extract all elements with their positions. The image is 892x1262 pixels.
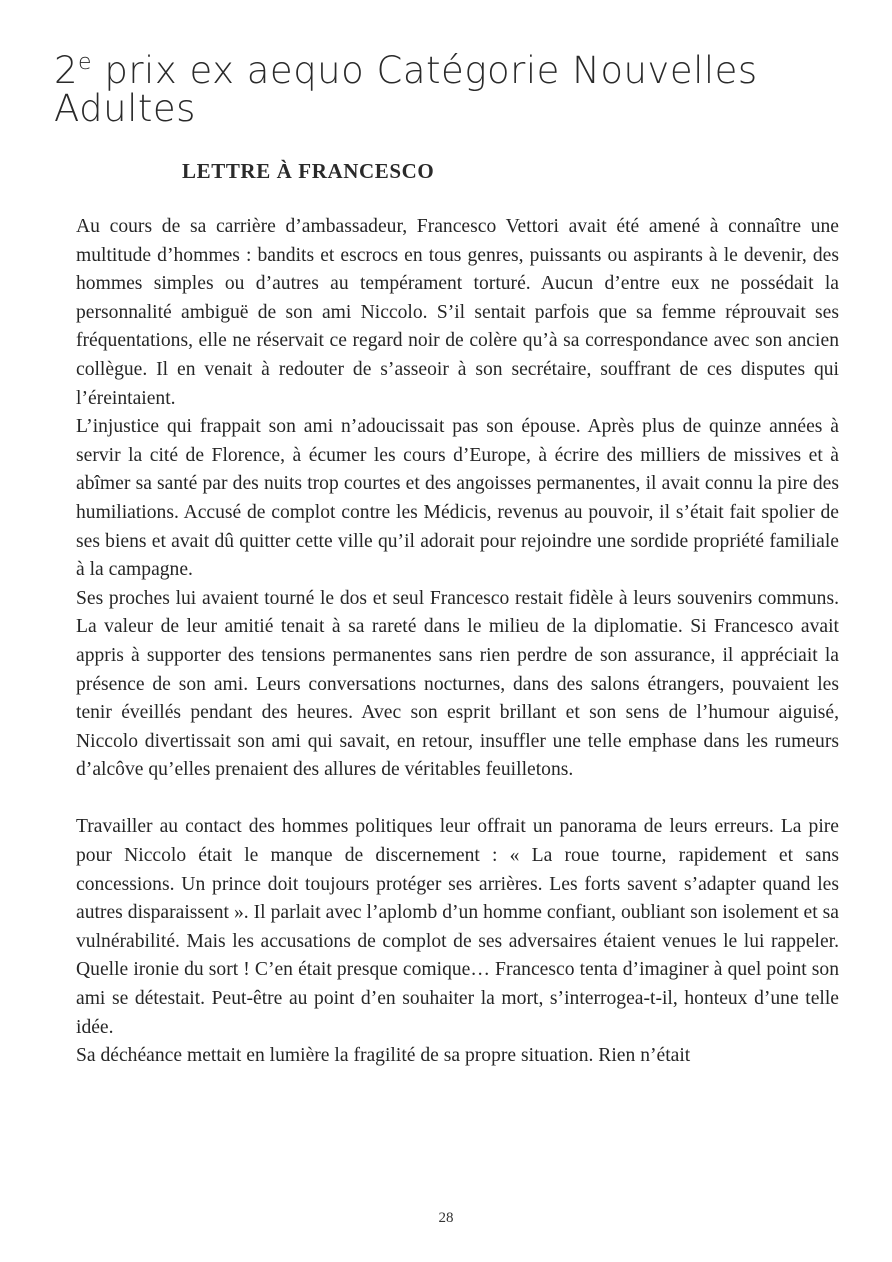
prize-number: 2 (54, 49, 79, 92)
story-body (76, 213, 839, 1071)
paragraph-spacer (76, 785, 839, 814)
prize-category: prix ex aequo Catégorie Nouvelles Adultes (54, 49, 758, 130)
paragraph-4: Travailler au contact des hommes politiques leur offrait un panorama de leurs erreurs. La pire pour Niccolo était le manque de discernement : « La roue tourne, rapidement et sans concessions. Un prince doit toujours protéger ses arrières. Les forts savent s’adapter quand les autres disparaissent ». Il parlait avec l’aplomb d’un homme confiant, oubliant son isolement et sa vulnérabilité. Mais les accusations de complot de ses adversaires étaient venues le lui rappeler. Quelle ironie du sort ! C’en était presque comique… Francesco tenta d’imaginer à quel point son ami se détestait. Peut-être au point d’en souhaiter la mort, s’interrogea-t-il, honteux d’une telle idée. (76, 816, 839, 1038)
paragraph-2: L’injustice qui frappait son ami n’adoucissait pas son épouse. Après plus de quinze années à servir la cité de Florence, à écumer les cours d’Europe, à écrire des milliers de missives et à abîmer sa santé par des nuits trop courtes et des angoisses permanentes, il avait connu la pire des humiliations. Accusé de complot contre les Médicis, revenus au pouvoir, il s’était fait spolier de ses biens et avait dû quitter cette ville qu’il adorait pour rejoindre une sordide propriété familiale à la campagne. (76, 416, 839, 581)
page-number: 28 (438, 1210, 454, 1226)
section-header (54, 49, 854, 130)
paragraph-3: Ses proches lui avaient tourné le dos et seul Francesco restait fidèle à leurs souvenirs communs. La valeur de leur amitié tenait à sa rareté dans le milieu de la diplomatie. Si Francesco avait appris à supporter des tensions permanentes sans rien perdre de son assurance, il appréciait la présence de son ami. Leurs conversations nocturnes, dans des salons étrangers, pouvaient les tenir éveillés pendant des heures. Avec son esprit brillant et son sens de l’humour aiguisé, Niccolo divertissait son ami qui savait, en retour, insuffler une telle emphase dans les rumeurs d’alcôve qu’elles prenaient des allures de véritables feuilletons. (76, 587, 839, 781)
paragraph-5: Sa déchéance mettait en lumière la fragilité de sa propre situation. Rien n’était (76, 1045, 691, 1067)
story-title: LETTRE À FRANCESCO (182, 159, 435, 183)
paragraph-1: Au cours de sa carrière d’ambassadeur, Francesco Vettori avait été amené à connaître une multitude d’hommes : bandits et escrocs en tous genres, puissants ou aspirants à le devenir, des hommes simples ou d’autres au tempérament torturé. Aucun d’entre eux ne possédait la personnalité ambiguë de son ami Niccolo. S’il sentait parfois que sa femme réprouvait ses fréquentations, elle ne réservait ce regard noir de colère qu’à sa correspondance avec son ancien collègue. Il en venait à redouter de s’asseoir à son secrétaire, souffrant de ces disputes qui l’éreintaient. (76, 216, 839, 409)
prize-suffix: e (78, 50, 93, 75)
